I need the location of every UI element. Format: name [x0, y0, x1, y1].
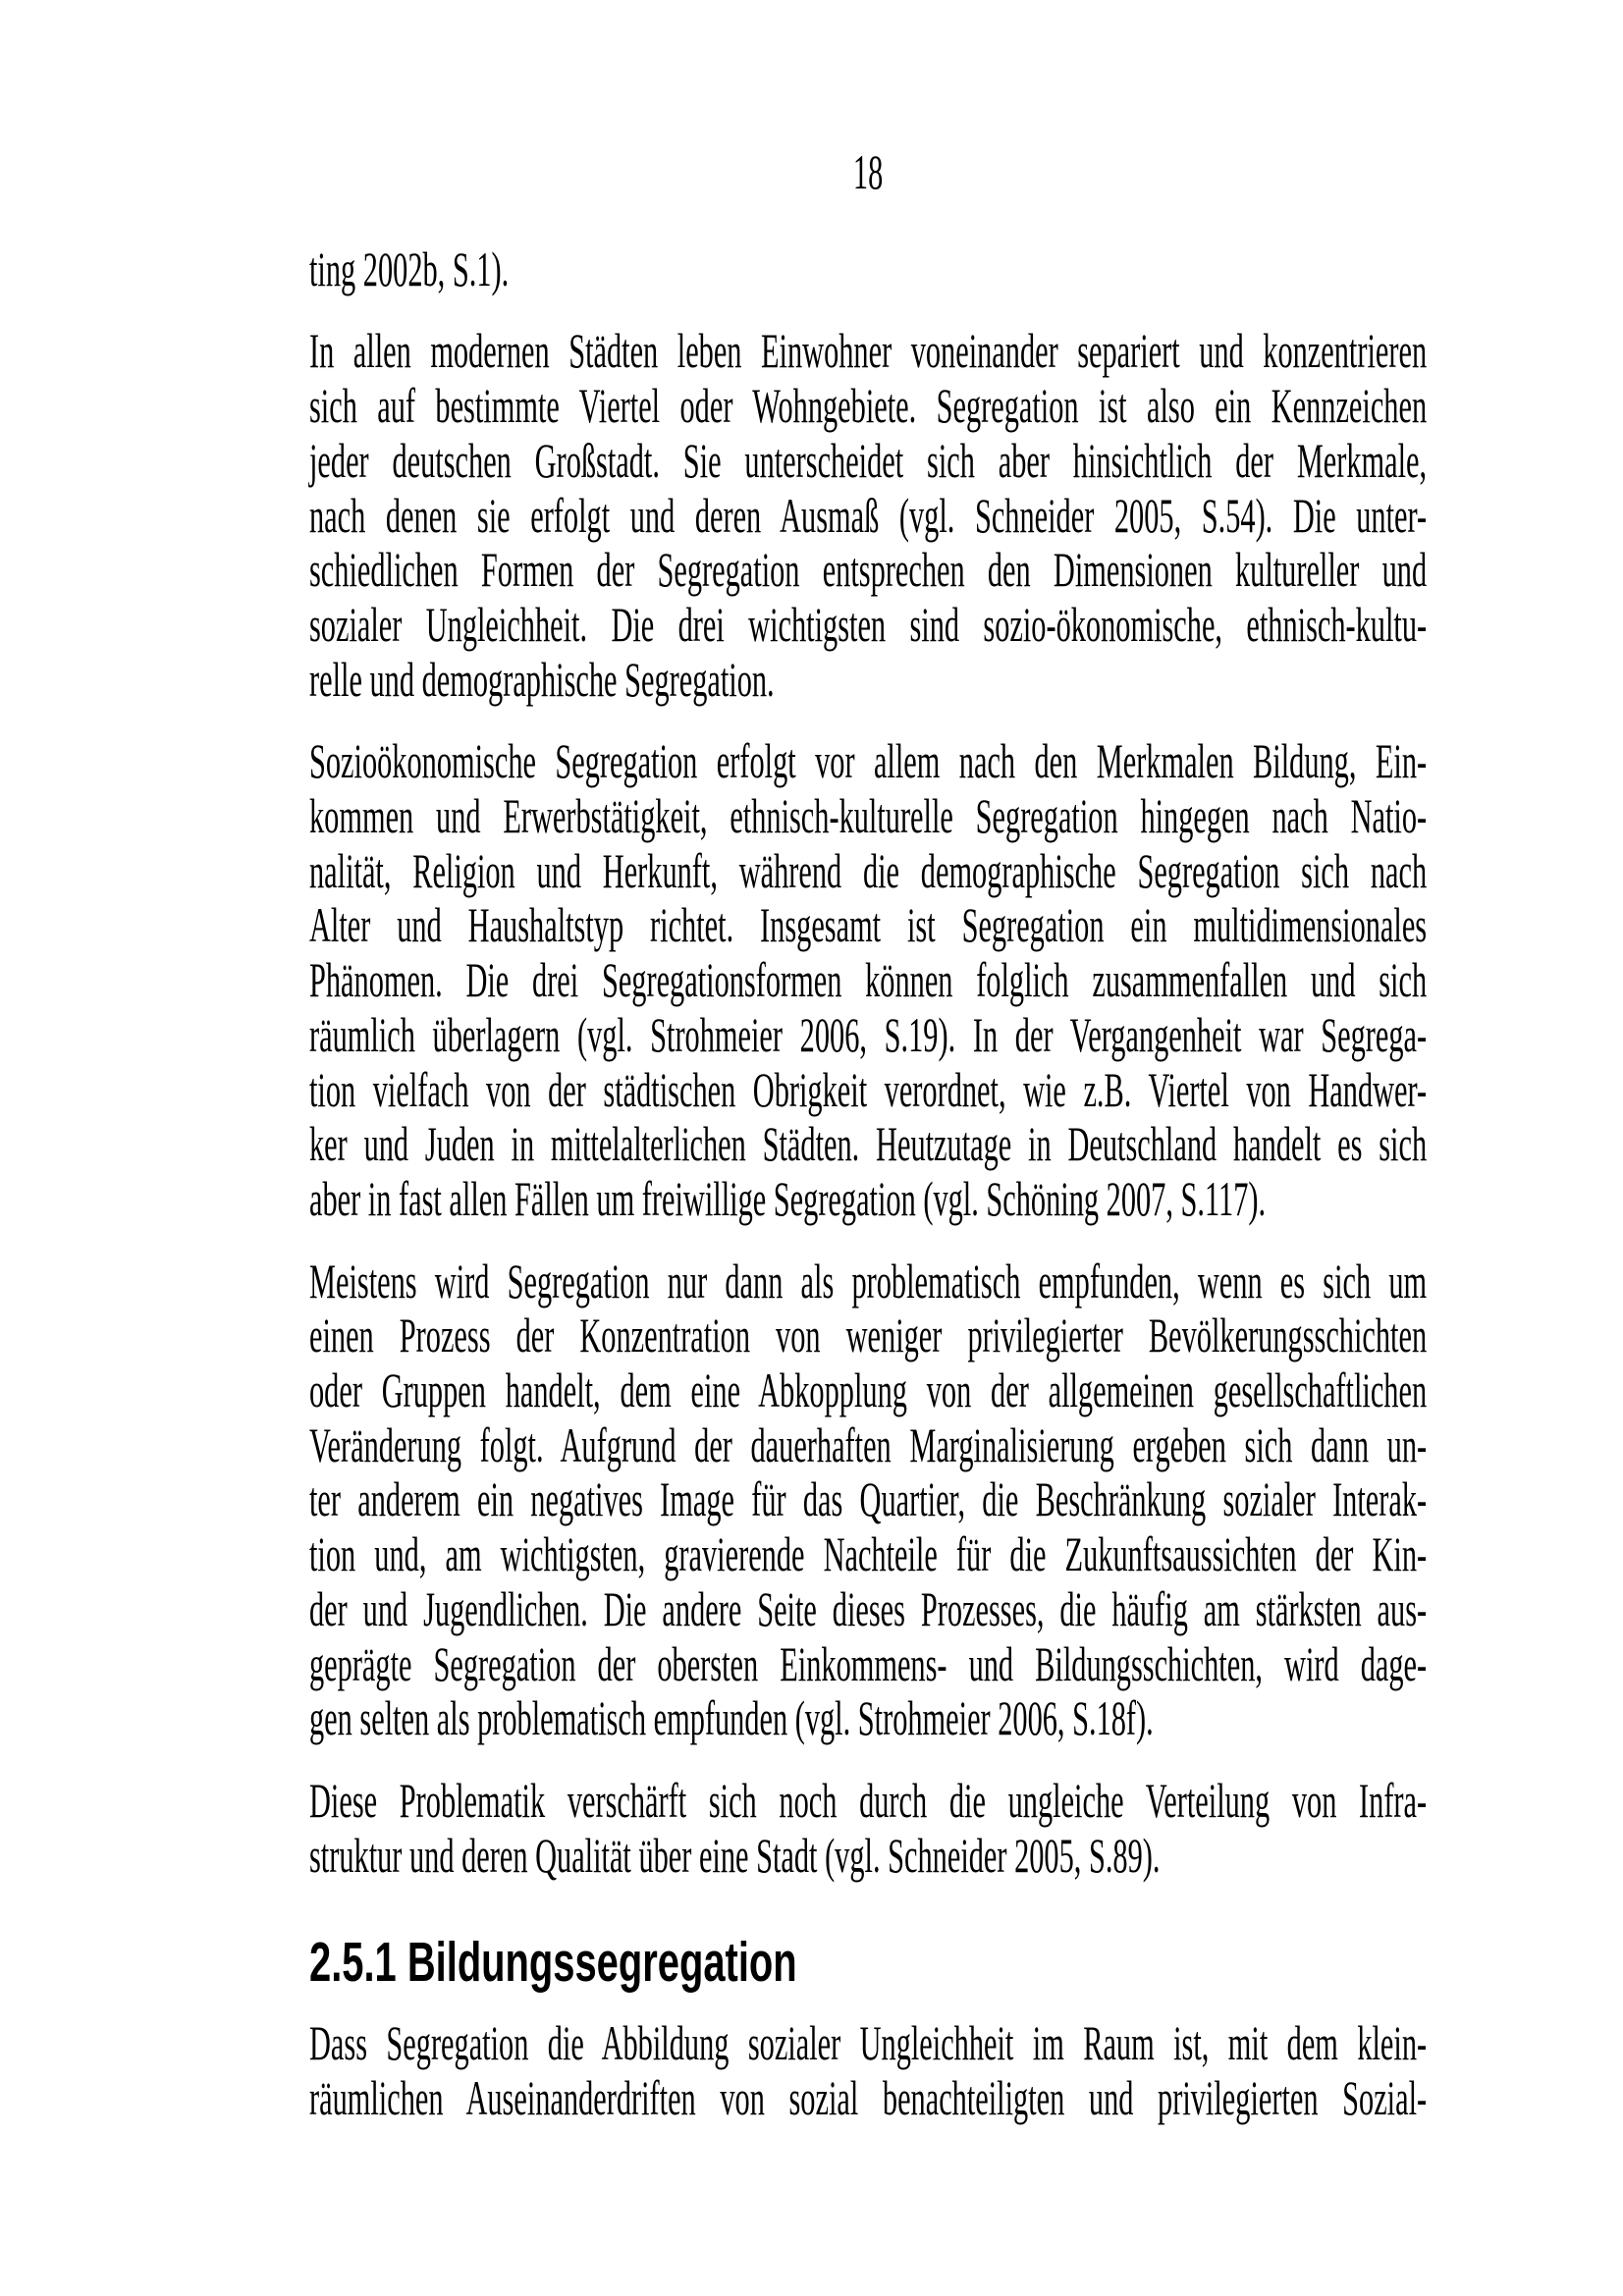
text-line: oder Gruppen handelt, dem eine Abkopplung von der allgemeinen gesellschaftlichen: [309, 1362, 1428, 1418]
text-line: tion vielfach von der städtischen Obrigkeit verordnet, wie z.B. Viertel von Handwer-: [309, 1061, 1428, 1117]
text-line: relle und demographische Segregation.: [309, 651, 775, 707]
page-number: 18: [852, 144, 884, 199]
text-line: geprägte Segregation der obersten Einkommens- und Bildungsschichten, wird dage-: [309, 1635, 1428, 1691]
text-line: räumlich überlagern (vgl. Strohmeier 2006, S.19). In der Vergangenheit war Segrega-: [309, 1006, 1428, 1062]
text-line: tion und, am wichtigsten, gravierende Nachteile für die Zukunftsaussichten der Kin-: [309, 1526, 1428, 1582]
text-column: [309, 0, 1427, 2154]
text-line: Veränderung folgt. Aufgrund der dauerhaften Marginalisierung ergeben sich dann un-: [309, 1416, 1428, 1472]
text-line: sich auf bestimmte Viertel oder Wohngebiete. Segregation ist also ein Kennzeichen: [309, 378, 1428, 434]
text-line: aber in fast allen Fällen um freiwillige Segregation (vgl. Schöning 2007, S.117).: [309, 1170, 1267, 1226]
text-line: Dass Segregation die Abbildung sozialer Ungleichheit im Raum ist, mit dem klein-: [309, 2015, 1428, 2071]
text-line: schiedlichen Formen der Segregation entsprechen den Dimensionen kultureller und: [309, 542, 1428, 598]
text-line: Diese Problematik verschärft sich noch durch die ungleiche Verteilung von Infra-: [309, 1772, 1428, 1828]
paragraph: [309, 324, 1427, 707]
text-line: Sozioökonomische Segregation erfolgt vor allem nach den Merkmalen Bildung, Ein-: [309, 733, 1428, 789]
paragraph: [309, 734, 1427, 1226]
text-line: ting 2002b, S.1).: [309, 240, 510, 296]
text-line: kommen und Erwerbstätigkeit, ethnisch-kulturelle Segregation hingegen nach Natio-: [309, 788, 1428, 844]
section-heading: 2.5.1 Bildungssegregation: [309, 1931, 797, 1995]
text-line: räumlichen Auseinanderdriften von sozial benachteiligten und privilegierten Sozial-: [309, 2070, 1428, 2126]
text-line: nach denen sie erfolgt und deren Ausmaß (vgl. Schneider 2005, S.54). Die unter-: [309, 487, 1428, 543]
paragraph: [309, 1255, 1427, 1746]
text-line: struktur und deren Qualität über eine Stadt (vgl. Schneider 2005, S.89).: [309, 1827, 1161, 1883]
text-line: nalität, Religion und Herkunft, während die demographische Segregation sich nach: [309, 842, 1428, 898]
text-line: ker und Juden in mittelalterlichen Städten. Heutzutage in Deutschland handelt es sich: [309, 1116, 1428, 1172]
text-line: jeder deutschen Großstadt. Sie unterscheidet sich aber hinsichtlich der Merkmale,: [309, 432, 1428, 488]
text-line: In allen modernen Städten leben Einwohner voneinander separiert und konzentrieren: [309, 323, 1428, 379]
paragraph: [309, 2016, 1427, 2125]
paragraph: [309, 242, 1427, 297]
text-line: gen selten als problematisch empfunden (vgl. Strohmeier 2006, S.18f).: [309, 1690, 1154, 1746]
paragraph: [309, 1774, 1427, 1883]
text-line: Alter und Haushaltstyp richtet. Insgesamt ist Segregation ein multidimensionales: [309, 897, 1428, 953]
text-line: ter anderem ein negatives Image für das Quartier, die Beschränkung sozialer Interak-: [309, 1471, 1428, 1527]
text-line: sozialer Ungleichheit. Die drei wichtigsten sind sozio-ökonomische, ethnisch-kultu-: [309, 596, 1428, 652]
text-line: Phänomen. Die drei Segregationsformen können folglich zusammenfallen und sich: [309, 952, 1428, 1008]
text-line: Meistens wird Segregation nur dann als problematisch empfunden, wenn es sich um: [309, 1253, 1428, 1308]
text-line: der und Jugendlichen. Die andere Seite dieses Prozesses, die häufig am stärksten aus-: [309, 1580, 1428, 1636]
text-line: einen Prozess der Konzentration von weniger privilegierter Bevölkerungsschichten: [309, 1308, 1428, 1363]
